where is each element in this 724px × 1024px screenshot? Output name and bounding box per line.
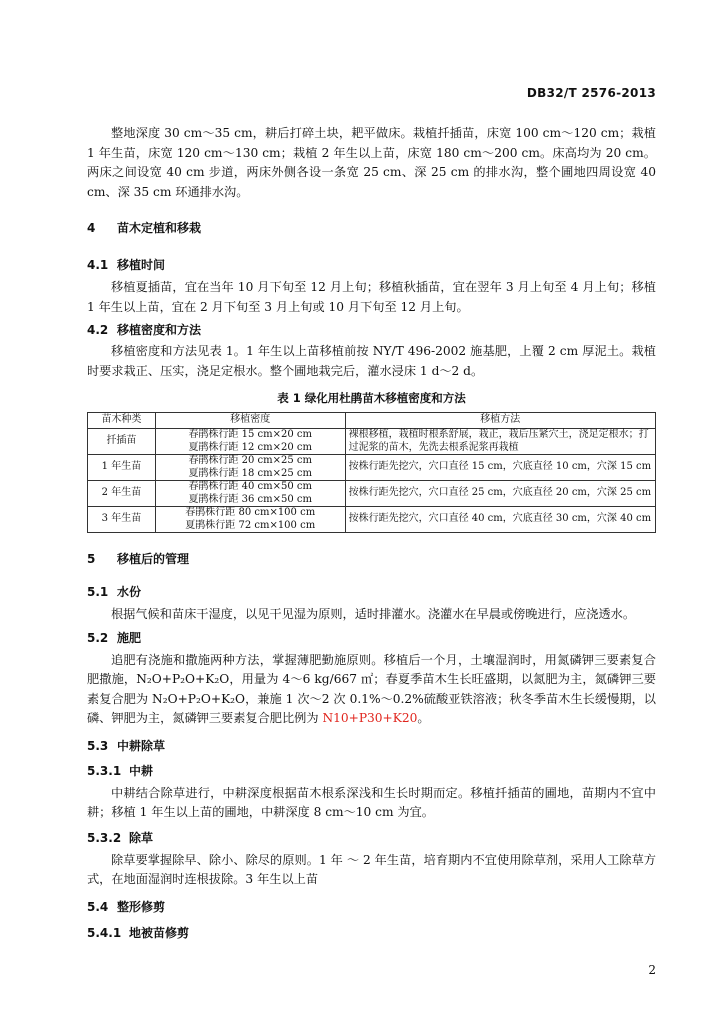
density-line: 春鹃株行距 40 cm×50 cm bbox=[188, 481, 312, 492]
fertilizer-ratio: N10+P30+K20 bbox=[322, 711, 418, 725]
page-content bbox=[87, 124, 656, 942]
section-title: 整形修剪 bbox=[117, 899, 166, 914]
fertilizer-text-end: 。 bbox=[417, 711, 430, 725]
column-header: 移植密度 bbox=[155, 413, 345, 429]
section-5-4-1-heading bbox=[87, 924, 656, 942]
table-row bbox=[88, 481, 656, 507]
section-number: 5.3.1 bbox=[87, 763, 122, 778]
density-cell bbox=[155, 429, 345, 455]
section-5-2-heading bbox=[87, 629, 656, 647]
seedling-type-cell: 1 年生苗 bbox=[88, 455, 156, 481]
section-title: 中耕除草 bbox=[117, 738, 166, 753]
section-title: 施肥 bbox=[117, 630, 142, 645]
section-number: 5.1 bbox=[87, 585, 109, 599]
method-cell: 按株行距先挖穴，穴口直径 25 cm，穴底直径 20 cm，穴深 25 cm bbox=[345, 481, 655, 507]
page-number: 2 bbox=[648, 963, 656, 977]
section-5-2-text bbox=[87, 651, 656, 729]
section-4-1-text: 移植夏插苗，宜在当年 10 月下旬至 12 月上旬；移植秋插苗，宜在翌年 3 月上旬至 4 月上旬；移植 1 年生以上苗，宜在 2 月下旬至 3 月上旬或 10 月下旬至 12 月上旬。 bbox=[87, 280, 656, 314]
density-line: 夏鹃株行距 72 cm×100 cm bbox=[185, 519, 316, 531]
section-title: 中耕 bbox=[129, 763, 154, 778]
section-4-2-text: 移植密度和方法见表 1。1 年生以上苗移植前按 NY/T 496-2002 施基肥，上覆 2 cm 厚泥土。栽植时要求栽正、压实，浇足定根水。整个圃地栽完后，灌水浸床 1 d～2 d。 bbox=[87, 344, 656, 378]
section-number: 5.2 bbox=[87, 630, 109, 645]
fertilizer-text: 追肥有浇施和撒施两种方法，掌握薄肥勤施原则。移植后一个月，土壤湿润时，用氮磷钾三要素复合肥撒施，N₂O+P₂O+K₂O，用量为 4～6 kg/667 ㎡；春夏季苗木生长旺盛期，以氮肥为主，氮磷钾三要素复合肥为 N₂O+P₂O+K₂O，兼施 1 次～2 次 0.1%～0.2%硫酸亚铁溶液；秋冬季苗木生长缓慢期，以磷、钾肥为主，氮磷钾三要素复合肥比例为 bbox=[87, 652, 656, 725]
density-cell bbox=[155, 481, 345, 507]
section-number: 5 bbox=[87, 552, 96, 566]
section-4-1-heading bbox=[87, 256, 656, 274]
section-5-3-1-text: 中耕结合除草进行，中耕深度根据苗木根系深浅和生长时期而定。移植扦插苗的圃地，苗期内不宜中耕；移植 1 年生以上苗的圃地，中耕深度 8 cm～10 cm 为宜。 bbox=[87, 785, 656, 819]
standard-code: DB32/T 2576-2013 bbox=[526, 86, 656, 100]
section-5-3-2-text: 除草要掌握除早、除小、除尽的原则。1 年 ～ 2 年生苗，培育期内不宜使用除草剂，采用人工除草方式，在地面湿润时连根拔除。3 年生以上苗 bbox=[87, 852, 656, 886]
method-cell: 裸根移植，栽植时根系舒展，栽正，栽后压紧穴土，浇足定根水；打过泥浆的苗木，先洗去根系泥浆再栽植 bbox=[345, 429, 655, 455]
section-number: 5.3.2 bbox=[87, 830, 122, 845]
density-cell bbox=[155, 455, 345, 481]
section-number: 4.2 bbox=[87, 323, 109, 337]
method-cell: 按株行距先挖穴，穴口直径 40 cm，穴底直径 30 cm，穴深 40 cm bbox=[345, 507, 655, 533]
section-number: 5.3 bbox=[87, 738, 109, 753]
section-5-1-text: 根据气候和苗床干湿度，以见干见湿为原则，适时排灌水。浇灌水在早晨或傍晚进行，应浇透水。 bbox=[111, 607, 636, 621]
column-header: 移植方法 bbox=[345, 413, 655, 429]
section-5-1-heading bbox=[87, 583, 656, 601]
section-title: 移植密度和方法 bbox=[117, 323, 202, 337]
section-title: 地被苗修剪 bbox=[129, 925, 190, 940]
intro-paragraph: 整地深度 30 cm～35 cm，耕后打碎土块，耙平做床。栽植扦插苗，床宽 100 cm～120 cm；栽植 1 年生苗，床宽 120 cm～130 cm；栽植 2 年生以上苗，床宽 180 cm～200 cm。床高均为 20 cm。两床之间设宽 40 cm 步道，两床外侧各设一条宽 25 cm、深 25 cm 的排水沟，整个圃地四周设宽 40 cm、深 35 cm 环通排水沟。 bbox=[87, 126, 656, 199]
section-title: 除草 bbox=[129, 830, 154, 845]
section-title: 水份 bbox=[117, 585, 142, 599]
section-4-2-heading bbox=[87, 321, 656, 339]
section-number: 4.1 bbox=[87, 258, 109, 272]
transplant-table bbox=[87, 412, 656, 533]
section-5-4-heading bbox=[87, 898, 656, 916]
density-line: 春鹃株行距 80 cm×100 cm bbox=[185, 507, 316, 518]
density-cell bbox=[155, 507, 345, 533]
section-title: 苗木定植和移栽 bbox=[117, 221, 202, 235]
density-line: 夏鹃株行距 12 cm×20 cm bbox=[188, 441, 312, 453]
table-row bbox=[88, 429, 656, 455]
section-number: 5.4 bbox=[87, 899, 109, 914]
section-5-heading bbox=[87, 550, 656, 568]
section-number: 4 bbox=[87, 221, 96, 235]
section-number: 5.4.1 bbox=[87, 925, 122, 940]
column-header: 苗木种类 bbox=[88, 413, 156, 429]
seedling-type-cell: 2 年生苗 bbox=[88, 481, 156, 507]
section-5-3-1-heading bbox=[87, 762, 656, 780]
method-cell: 按株行距先挖穴，穴口直径 15 cm，穴底直径 10 cm，穴深 15 cm bbox=[345, 455, 655, 481]
table-header-row bbox=[88, 413, 656, 429]
section-5-3-2-heading bbox=[87, 829, 656, 847]
table-title: 表 1 绿化用杜鹃苗木移植密度和方法 bbox=[277, 391, 466, 405]
table-row bbox=[88, 455, 656, 481]
seedling-type-cell: 扦插苗 bbox=[88, 429, 156, 455]
section-title: 移植时间 bbox=[117, 258, 166, 272]
density-line: 夏鹃株行距 36 cm×50 cm bbox=[188, 493, 312, 505]
table-row bbox=[88, 507, 656, 533]
section-4-heading bbox=[87, 219, 656, 237]
section-5-3-heading bbox=[87, 737, 656, 755]
density-line: 春鹃株行距 20 cm×25 cm bbox=[188, 455, 312, 466]
density-line: 春鹃株行距 15 cm×20 cm bbox=[188, 429, 312, 440]
section-title: 移植后的管理 bbox=[117, 552, 190, 566]
seedling-type-cell: 3 年生苗 bbox=[88, 507, 156, 533]
density-line: 夏鹃株行距 18 cm×25 cm bbox=[188, 467, 312, 479]
